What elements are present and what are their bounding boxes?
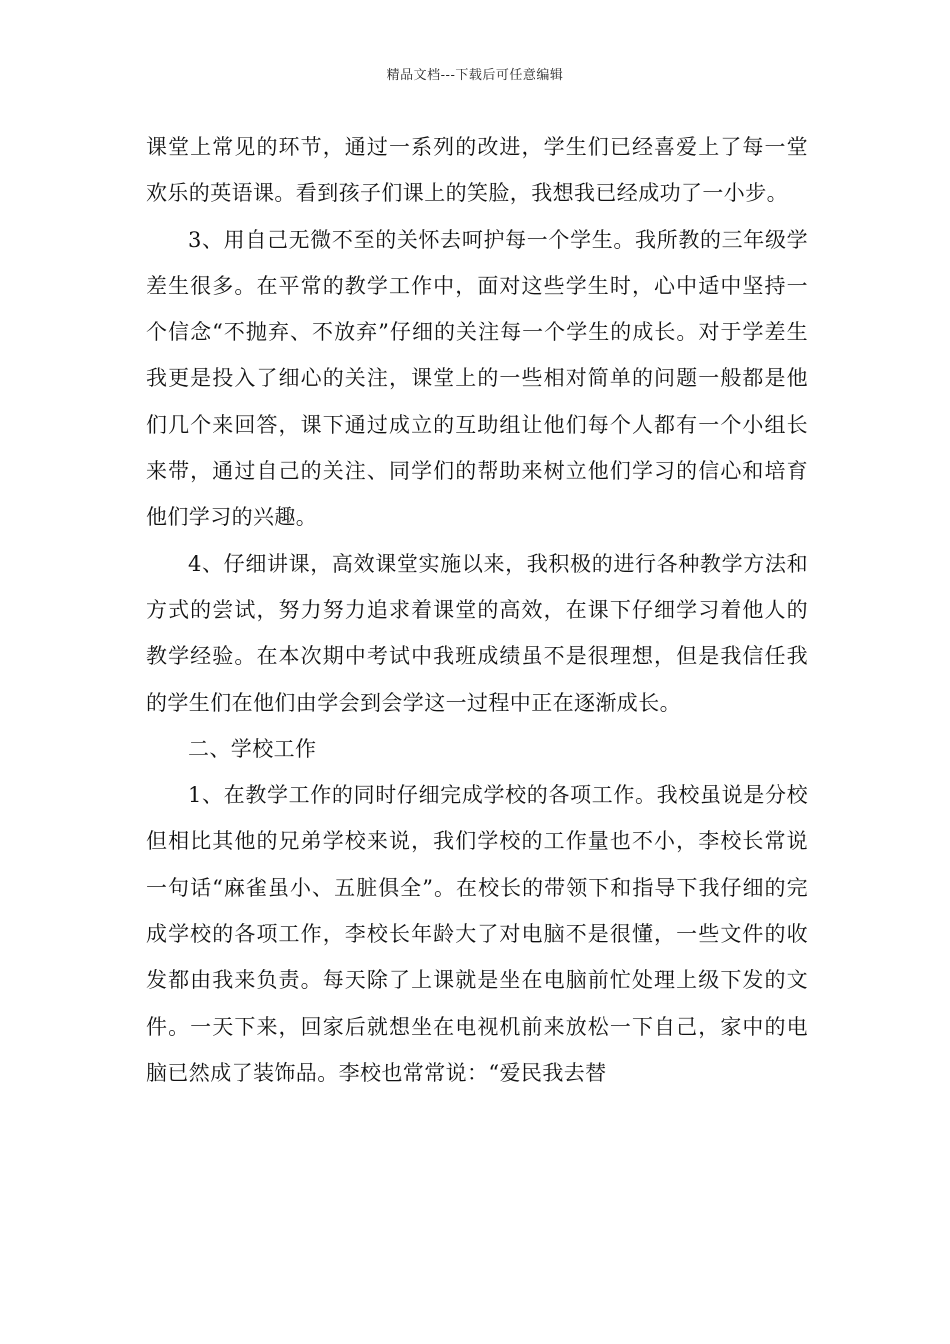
document-body [146, 124, 808, 1096]
paragraph-school-item-1: 1、在教学工作的同时仔细完成学校的各项工作。我校虽说是分校但相比其他的兄弟学校来说，我们学校的工作量也不小，李校长常说一句话“麻雀虽小、五脏俱全”。在校长的带领下和指导下我仔细的完成学校的各项工作，李校长年龄大了对电脑不是很懂，一些文件的收发都由我来负责。每天除了上课就是坐在电脑前忙处理上级下发的文件。一天下来，回家后就想坐在电视机前来放松一下自己，家中的电脑已然成了装饰品。李校也常常说：“爱民我去替 [146, 783, 808, 1085]
paragraph-item-4: 4、仔细讲课，高效课堂实施以来，我积极的进行各种教学方法和方式的尝试，努力努力追求着课堂的高效，在课下仔细学习着他人的教学经验。在本次期中考试中我班成绩虽不是很理想，但是我信任我的学生们在他们由学会到会学这一过程中正在逐渐成长。 [146, 551, 808, 715]
page-header: 精品文档---下载后可任意编辑 [386, 68, 564, 83]
section-heading-school-work: 二、学校工作 [188, 736, 317, 761]
paragraph-continuation: 课堂上常见的环节，通过一系列的改进，学生们已经喜爱上了每一堂欢乐的英语课。看到孩子们课上的笑脸，我想我已经成功了一小步。 [146, 135, 808, 206]
paragraph-item-3: 3、用自己无微不至的关怀去呵护每一个学生。我所教的三年级学差生很多。在平常的教学工作中，面对这些学生时，心中适中坚持一个信念“不抛弃、不放弃”仔细的关注每一个学生的成长。对于学差生我更是投入了细心的关注，课堂上的一些相对简单的问题一般都是他们几个来回答，课下通过成立的互助组让他们每个人都有一个小组长来带，通过自己的关注、同学们的帮助来树立他们学习的信心和培育他们学习的兴趣。 [146, 227, 808, 530]
